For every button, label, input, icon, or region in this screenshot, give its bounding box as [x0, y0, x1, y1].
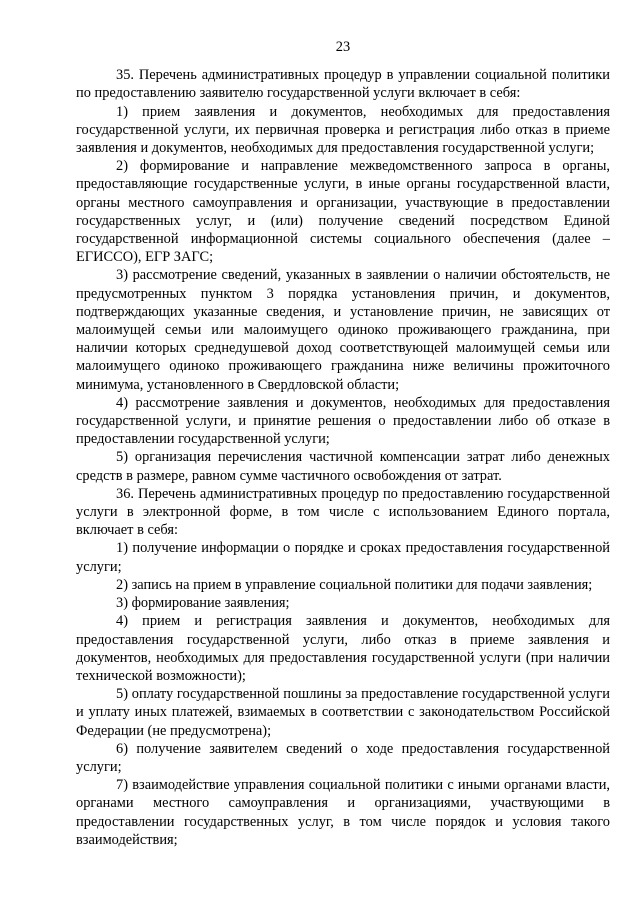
paragraph-36-item-5: 5) оплату государственной пошлины за предоставление государственной услуги и уплату иных платежей, взимаемых в соответствии с законодательством Российской Федерации (не предусмотрена);	[76, 686, 610, 739]
paragraph-36-item-7: 7) взаимодействие управления социальной политики с иными органами власти, органами местного самоуправления и организациями, участвующими в предоставлении государственных услуг, в том числе порядок и условия такого взаимодействия;	[76, 777, 610, 848]
paragraph-35-item-4: 4) рассмотрение заявления и документов, необходимых для предоставления государственной услуги, и принятие решения о предоставлении либо об отказе в предоставлении государственной услуги;	[76, 394, 610, 448]
paragraph-35-item-3: 3) рассмотрение сведений, указанных в заявлении о наличии обстоятельств, не предусмотренных пунктом 3 порядка установления причин, и документов, подтверждающих указанные сведения, и установление причин, не зависящих от малоимущей семьи или малоимущего одиноко проживающего гражданина, при наличии которых среднедушевой доход соответствующей малоимущей семьи или малоимущего одиноко проживающего гражданина ниже величины прожиточного минимума, установленного в Свердловской области;	[76, 267, 610, 393]
paragraph-36-item-4: 4) прием и регистрация заявления и документов, необходимых для предоставления государственной услуги, либо отказ в приеме заявления и документов, необходимых для предоставления государственной услуги (при наличии технической возможности);	[76, 613, 610, 684]
document-page	[76, 38, 610, 849]
paragraph-35: 35. Перечень административных процедур в управлении социальной политики по предоставлению заявителю государственной услуги включает в себя:	[76, 67, 610, 102]
paragraph-36: 36. Перечень административных процедур по предоставлению государственной услуги в электронной форме, в том числе с использованием Единого портала, включает в себя:	[76, 485, 610, 539]
page-number: 23	[335, 39, 351, 55]
paragraph-36-item-3: 3) формирование заявления;	[116, 595, 290, 612]
paragraph-35-item-5: 5) организация перечисления частичной компенсации затрат либо денежных средств в размере, равном сумме частичного освобождения от затрат.	[76, 449, 610, 484]
paragraph-36-item-1: 1) получение информации о порядке и сроках предоставления государственной услуги;	[76, 540, 610, 575]
paragraph-35-item-2: 2) формирование и направление межведомственного запроса в органы, предоставляющие государственные услуги, в иные органы государственной власти, органы местного самоуправления и организации, участвующие в предоставлении государственных услуг, и (или) получение сведений посредством Единой государственной информационной системы социального обеспечения (далее – ЕГИССО), ЕГР ЗАГС;	[76, 158, 610, 266]
paragraph-35-item-1: 1) прием заявления и документов, необходимых для предоставления государственной услуги, их первичная проверка и регистрация либо отказ в приеме заявления и документов, необходимых для предоставления государственной услуги;	[76, 103, 610, 157]
paragraph-36-item-6: 6) получение заявителем сведений о ходе предоставления государственной услуги;	[76, 740, 610, 775]
paragraph-36-item-2: 2) запись на прием в управление социальной политики для подачи заявления;	[116, 576, 593, 593]
